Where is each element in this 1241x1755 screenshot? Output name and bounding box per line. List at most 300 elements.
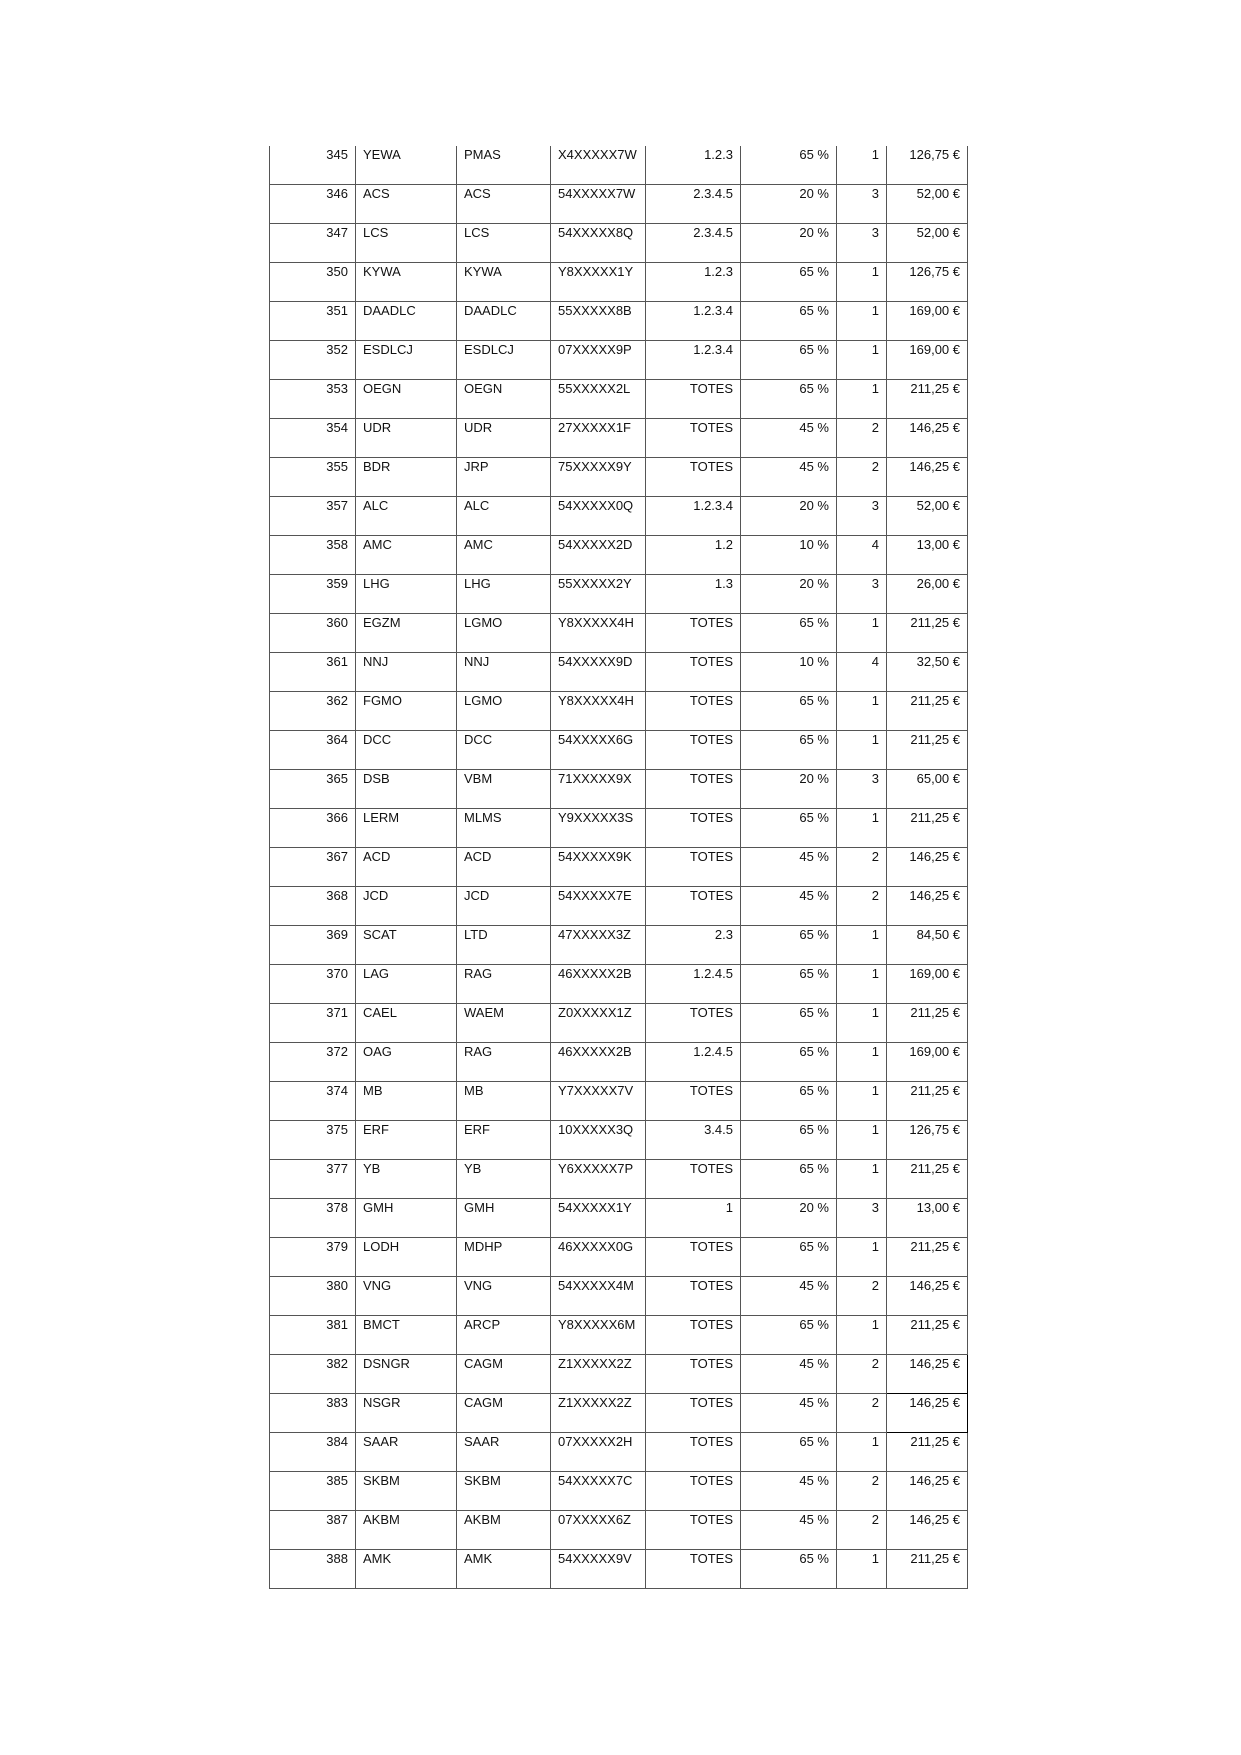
- quantity-cell: 2: [837, 1277, 887, 1316]
- amount-cell: 211,25 €: [887, 380, 968, 419]
- code-cell: 07XXXXX9P: [551, 341, 646, 380]
- row-number-cell: 362: [270, 692, 356, 731]
- code-cell: 27XXXXX1F: [551, 419, 646, 458]
- section-cell: TOTES: [646, 1277, 741, 1316]
- group-cell: AMC: [457, 536, 551, 575]
- table-row: [270, 185, 968, 224]
- group-cell: RAG: [457, 965, 551, 1004]
- amount-cell: 146,25 €: [887, 848, 968, 887]
- row-number-cell: 380: [270, 1277, 356, 1316]
- amount-cell: 169,00 €: [887, 341, 968, 380]
- code-cell: 55XXXXX2L: [551, 380, 646, 419]
- percent-cell: 45 %: [741, 1472, 837, 1511]
- section-cell: 3.4.5: [646, 1121, 741, 1160]
- name-cell: JCD: [356, 887, 457, 926]
- name-cell: BDR: [356, 458, 457, 497]
- document-table-region: [269, 146, 968, 1589]
- group-cell: LHG: [457, 575, 551, 614]
- code-cell: 71XXXXX9X: [551, 770, 646, 809]
- row-number-cell: 370: [270, 965, 356, 1004]
- row-number-cell: 351: [270, 302, 356, 341]
- section-cell: TOTES: [646, 1472, 741, 1511]
- percent-cell: 65 %: [741, 614, 837, 653]
- group-cell: SKBM: [457, 1472, 551, 1511]
- table-row: [270, 1043, 968, 1082]
- section-cell: TOTES: [646, 380, 741, 419]
- name-cell: GMH: [356, 1199, 457, 1238]
- section-cell: TOTES: [646, 1004, 741, 1043]
- quantity-cell: 2: [837, 419, 887, 458]
- name-cell: NSGR: [356, 1394, 457, 1433]
- quantity-cell: 1: [837, 1160, 887, 1199]
- name-cell: AMC: [356, 536, 457, 575]
- code-cell: 54XXXXX9D: [551, 653, 646, 692]
- row-number-cell: 375: [270, 1121, 356, 1160]
- quantity-cell: 2: [837, 887, 887, 926]
- amount-cell: 211,25 €: [887, 614, 968, 653]
- group-cell: MLMS: [457, 809, 551, 848]
- amount-cell: 146,25 €: [887, 458, 968, 497]
- table-row: [270, 536, 968, 575]
- percent-cell: 65 %: [741, 1433, 837, 1472]
- name-cell: FGMO: [356, 692, 457, 731]
- percent-cell: 65 %: [741, 692, 837, 731]
- percent-cell: 65 %: [741, 965, 837, 1004]
- name-cell: BMCT: [356, 1316, 457, 1355]
- amount-cell: 52,00 €: [887, 185, 968, 224]
- row-number-cell: 378: [270, 1199, 356, 1238]
- code-cell: 54XXXXX1Y: [551, 1199, 646, 1238]
- row-number-cell: 388: [270, 1550, 356, 1589]
- section-cell: TOTES: [646, 1160, 741, 1199]
- percent-cell: 20 %: [741, 1199, 837, 1238]
- table-row: [270, 731, 968, 770]
- quantity-cell: 3: [837, 185, 887, 224]
- section-cell: TOTES: [646, 848, 741, 887]
- code-cell: 55XXXXX8B: [551, 302, 646, 341]
- table-row: [270, 341, 968, 380]
- table-row: [270, 1355, 968, 1394]
- group-cell: LTD: [457, 926, 551, 965]
- group-cell: JRP: [457, 458, 551, 497]
- amount-cell: 146,25 €: [887, 1394, 968, 1433]
- row-number-cell: 360: [270, 614, 356, 653]
- table-row: [270, 1316, 968, 1355]
- amount-cell: 169,00 €: [887, 302, 968, 341]
- percent-cell: 65 %: [741, 1004, 837, 1043]
- name-cell: ALC: [356, 497, 457, 536]
- section-cell: TOTES: [646, 809, 741, 848]
- quantity-cell: 1: [837, 1238, 887, 1277]
- table-row: [270, 1160, 968, 1199]
- group-cell: LGMO: [457, 614, 551, 653]
- amount-cell: 211,25 €: [887, 731, 968, 770]
- group-cell: MDHP: [457, 1238, 551, 1277]
- percent-cell: 20 %: [741, 224, 837, 263]
- quantity-cell: 1: [837, 926, 887, 965]
- amount-cell: 126,75 €: [887, 263, 968, 302]
- code-cell: 54XXXXX4M: [551, 1277, 646, 1316]
- row-number-cell: 347: [270, 224, 356, 263]
- amount-cell: 211,25 €: [887, 692, 968, 731]
- row-number-cell: 372: [270, 1043, 356, 1082]
- row-number-cell: 358: [270, 536, 356, 575]
- name-cell: NNJ: [356, 653, 457, 692]
- row-number-cell: 384: [270, 1433, 356, 1472]
- row-number-cell: 364: [270, 731, 356, 770]
- section-cell: TOTES: [646, 458, 741, 497]
- group-cell: WAEM: [457, 1004, 551, 1043]
- name-cell: DSNGR: [356, 1355, 457, 1394]
- row-number-cell: 385: [270, 1472, 356, 1511]
- row-number-cell: 366: [270, 809, 356, 848]
- group-cell: VNG: [457, 1277, 551, 1316]
- section-cell: 1.2.3.4: [646, 302, 741, 341]
- section-cell: 1.2.4.5: [646, 965, 741, 1004]
- name-cell: CAEL: [356, 1004, 457, 1043]
- code-cell: Z0XXXXX1Z: [551, 1004, 646, 1043]
- amount-cell: 52,00 €: [887, 497, 968, 536]
- name-cell: LODH: [356, 1238, 457, 1277]
- group-cell: KYWA: [457, 263, 551, 302]
- quantity-cell: 3: [837, 1199, 887, 1238]
- group-cell: OEGN: [457, 380, 551, 419]
- quantity-cell: 2: [837, 848, 887, 887]
- code-cell: 07XXXXX2H: [551, 1433, 646, 1472]
- percent-cell: 45 %: [741, 419, 837, 458]
- code-cell: 54XXXXX9K: [551, 848, 646, 887]
- amount-cell: 211,25 €: [887, 1082, 968, 1121]
- section-cell: TOTES: [646, 1394, 741, 1433]
- group-cell: ARCP: [457, 1316, 551, 1355]
- amount-cell: 211,25 €: [887, 1316, 968, 1355]
- table-row: [270, 1199, 968, 1238]
- section-cell: TOTES: [646, 1511, 741, 1550]
- percent-cell: 45 %: [741, 1355, 837, 1394]
- code-cell: 10XXXXX3Q: [551, 1121, 646, 1160]
- group-cell: CAGM: [457, 1355, 551, 1394]
- table-row: [270, 575, 968, 614]
- group-cell: ERF: [457, 1121, 551, 1160]
- row-number-cell: 368: [270, 887, 356, 926]
- percent-cell: 65 %: [741, 1121, 837, 1160]
- code-cell: 47XXXXX3Z: [551, 926, 646, 965]
- section-cell: TOTES: [646, 1238, 741, 1277]
- table-row: [270, 1004, 968, 1043]
- percent-cell: 45 %: [741, 1394, 837, 1433]
- quantity-cell: 3: [837, 770, 887, 809]
- section-cell: TOTES: [646, 770, 741, 809]
- table-row: [270, 1511, 968, 1550]
- amount-cell: 26,00 €: [887, 575, 968, 614]
- name-cell: ESDLCJ: [356, 341, 457, 380]
- group-cell: AKBM: [457, 1511, 551, 1550]
- row-number-cell: 359: [270, 575, 356, 614]
- code-cell: 46XXXXX2B: [551, 1043, 646, 1082]
- section-cell: TOTES: [646, 419, 741, 458]
- group-cell: MB: [457, 1082, 551, 1121]
- row-number-cell: 357: [270, 497, 356, 536]
- quantity-cell: 1: [837, 965, 887, 1004]
- name-cell: AKBM: [356, 1511, 457, 1550]
- percent-cell: 45 %: [741, 1277, 837, 1316]
- name-cell: OEGN: [356, 380, 457, 419]
- section-cell: TOTES: [646, 887, 741, 926]
- code-cell: 75XXXXX9Y: [551, 458, 646, 497]
- code-cell: 54XXXXX6G: [551, 731, 646, 770]
- code-cell: 07XXXXX6Z: [551, 1511, 646, 1550]
- quantity-cell: 1: [837, 1121, 887, 1160]
- quantity-cell: 1: [837, 1550, 887, 1589]
- amount-cell: 13,00 €: [887, 1199, 968, 1238]
- name-cell: EGZM: [356, 614, 457, 653]
- percent-cell: 65 %: [741, 146, 837, 185]
- section-cell: 1.2.3.4: [646, 341, 741, 380]
- section-cell: TOTES: [646, 1316, 741, 1355]
- table-row: [270, 224, 968, 263]
- amount-cell: 146,25 €: [887, 1511, 968, 1550]
- group-cell: NNJ: [457, 653, 551, 692]
- amount-cell: 211,25 €: [887, 809, 968, 848]
- percent-cell: 20 %: [741, 497, 837, 536]
- row-number-cell: 365: [270, 770, 356, 809]
- percent-cell: 45 %: [741, 458, 837, 497]
- quantity-cell: 4: [837, 653, 887, 692]
- amount-cell: 211,25 €: [887, 1160, 968, 1199]
- name-cell: SKBM: [356, 1472, 457, 1511]
- name-cell: MB: [356, 1082, 457, 1121]
- row-number-cell: 353: [270, 380, 356, 419]
- amount-cell: 13,00 €: [887, 536, 968, 575]
- group-cell: ACS: [457, 185, 551, 224]
- code-cell: Y8XXXXX6M: [551, 1316, 646, 1355]
- row-number-cell: 377: [270, 1160, 356, 1199]
- table-row: [270, 770, 968, 809]
- section-cell: 1.2.3: [646, 146, 741, 185]
- row-number-cell: 355: [270, 458, 356, 497]
- code-cell: Z1XXXXX2Z: [551, 1355, 646, 1394]
- group-cell: DAADLC: [457, 302, 551, 341]
- percent-cell: 10 %: [741, 653, 837, 692]
- group-cell: YB: [457, 1160, 551, 1199]
- code-cell: Y6XXXXX7P: [551, 1160, 646, 1199]
- code-cell: 54XXXXX7W: [551, 185, 646, 224]
- amount-cell: 211,25 €: [887, 1004, 968, 1043]
- amount-cell: 65,00 €: [887, 770, 968, 809]
- row-number-cell: 346: [270, 185, 356, 224]
- section-cell: TOTES: [646, 731, 741, 770]
- table-row: [270, 692, 968, 731]
- name-cell: LERM: [356, 809, 457, 848]
- code-cell: 54XXXXX2D: [551, 536, 646, 575]
- group-cell: SAAR: [457, 1433, 551, 1472]
- table-row: [270, 809, 968, 848]
- section-cell: TOTES: [646, 1433, 741, 1472]
- amount-cell: 211,25 €: [887, 1550, 968, 1589]
- table-row: [270, 965, 968, 1004]
- section-cell: 2.3: [646, 926, 741, 965]
- table-row: [270, 1433, 968, 1472]
- percent-cell: 65 %: [741, 731, 837, 770]
- amount-cell: 126,75 €: [887, 1121, 968, 1160]
- section-cell: 1.3: [646, 575, 741, 614]
- code-cell: Z1XXXXX2Z: [551, 1394, 646, 1433]
- code-cell: 54XXXXX7C: [551, 1472, 646, 1511]
- quantity-cell: 1: [837, 146, 887, 185]
- quantity-cell: 1: [837, 341, 887, 380]
- section-cell: TOTES: [646, 1355, 741, 1394]
- percent-cell: 65 %: [741, 1082, 837, 1121]
- code-cell: 54XXXXX7E: [551, 887, 646, 926]
- quantity-cell: 1: [837, 731, 887, 770]
- percent-cell: 65 %: [741, 1238, 837, 1277]
- group-cell: GMH: [457, 1199, 551, 1238]
- quantity-cell: 3: [837, 497, 887, 536]
- table-row: [270, 887, 968, 926]
- group-cell: ALC: [457, 497, 551, 536]
- percent-cell: 65 %: [741, 809, 837, 848]
- quantity-cell: 2: [837, 1472, 887, 1511]
- group-cell: RAG: [457, 1043, 551, 1082]
- section-cell: 1.2.3: [646, 263, 741, 302]
- name-cell: DCC: [356, 731, 457, 770]
- row-number-cell: 383: [270, 1394, 356, 1433]
- name-cell: YB: [356, 1160, 457, 1199]
- group-cell: VBM: [457, 770, 551, 809]
- code-cell: Y8XXXXX1Y: [551, 263, 646, 302]
- group-cell: ESDLCJ: [457, 341, 551, 380]
- group-cell: LGMO: [457, 692, 551, 731]
- table-row: [270, 1082, 968, 1121]
- name-cell: DAADLC: [356, 302, 457, 341]
- group-cell: AMK: [457, 1550, 551, 1589]
- name-cell: LHG: [356, 575, 457, 614]
- name-cell: LAG: [356, 965, 457, 1004]
- row-number-cell: 352: [270, 341, 356, 380]
- table-row: [270, 497, 968, 536]
- table-row: [270, 1394, 968, 1433]
- row-number-cell: 345: [270, 146, 356, 185]
- quantity-cell: 3: [837, 575, 887, 614]
- amount-cell: 146,25 €: [887, 1472, 968, 1511]
- table-row: [270, 614, 968, 653]
- amount-cell: 146,25 €: [887, 887, 968, 926]
- section-cell: TOTES: [646, 653, 741, 692]
- row-number-cell: 379: [270, 1238, 356, 1277]
- quantity-cell: 1: [837, 1316, 887, 1355]
- percent-cell: 65 %: [741, 341, 837, 380]
- percent-cell: 65 %: [741, 302, 837, 341]
- quantity-cell: 1: [837, 380, 887, 419]
- code-cell: 54XXXXX8Q: [551, 224, 646, 263]
- code-cell: 55XXXXX2Y: [551, 575, 646, 614]
- row-number-cell: 367: [270, 848, 356, 887]
- amount-cell: 126,75 €: [887, 146, 968, 185]
- name-cell: SAAR: [356, 1433, 457, 1472]
- percent-cell: 45 %: [741, 887, 837, 926]
- section-cell: 1.2.3.4: [646, 497, 741, 536]
- group-cell: LCS: [457, 224, 551, 263]
- code-cell: Y9XXXXX3S: [551, 809, 646, 848]
- amount-cell: 169,00 €: [887, 965, 968, 1004]
- quantity-cell: 4: [837, 536, 887, 575]
- quantity-cell: 1: [837, 263, 887, 302]
- name-cell: AMK: [356, 1550, 457, 1589]
- quantity-cell: 2: [837, 1355, 887, 1394]
- quantity-cell: 1: [837, 1004, 887, 1043]
- section-cell: TOTES: [646, 692, 741, 731]
- section-cell: TOTES: [646, 614, 741, 653]
- quantity-cell: 1: [837, 1043, 887, 1082]
- table-row: [270, 380, 968, 419]
- table-row: [270, 146, 968, 185]
- quantity-cell: 1: [837, 614, 887, 653]
- code-cell: 54XXXXX0Q: [551, 497, 646, 536]
- name-cell: ACD: [356, 848, 457, 887]
- code-cell: 46XXXXX2B: [551, 965, 646, 1004]
- percent-cell: 20 %: [741, 770, 837, 809]
- quantity-cell: 2: [837, 1394, 887, 1433]
- percent-cell: 65 %: [741, 1550, 837, 1589]
- name-cell: LCS: [356, 224, 457, 263]
- quantity-cell: 2: [837, 1511, 887, 1550]
- amount-cell: 211,25 €: [887, 1238, 968, 1277]
- table-row: [270, 458, 968, 497]
- amount-cell: 52,00 €: [887, 224, 968, 263]
- section-cell: TOTES: [646, 1550, 741, 1589]
- section-cell: 2.3.4.5: [646, 224, 741, 263]
- row-number-cell: 381: [270, 1316, 356, 1355]
- group-cell: PMAS: [457, 146, 551, 185]
- table-row: [270, 419, 968, 458]
- group-cell: CAGM: [457, 1394, 551, 1433]
- table-row: [270, 1472, 968, 1511]
- name-cell: ACS: [356, 185, 457, 224]
- name-cell: OAG: [356, 1043, 457, 1082]
- name-cell: SCAT: [356, 926, 457, 965]
- row-number-cell: 382: [270, 1355, 356, 1394]
- table-row: [270, 848, 968, 887]
- name-cell: KYWA: [356, 263, 457, 302]
- row-number-cell: 361: [270, 653, 356, 692]
- percent-cell: 65 %: [741, 1316, 837, 1355]
- table-row: [270, 926, 968, 965]
- quantity-cell: 2: [837, 458, 887, 497]
- code-cell: 54XXXXX9V: [551, 1550, 646, 1589]
- row-number-cell: 371: [270, 1004, 356, 1043]
- row-number-cell: 354: [270, 419, 356, 458]
- percent-cell: 45 %: [741, 1511, 837, 1550]
- table-body: [270, 146, 968, 1589]
- code-cell: Y7XXXXX7V: [551, 1082, 646, 1121]
- data-table: [269, 146, 968, 1589]
- percent-cell: 45 %: [741, 848, 837, 887]
- percent-cell: 65 %: [741, 380, 837, 419]
- section-cell: 1.2.4.5: [646, 1043, 741, 1082]
- group-cell: DCC: [457, 731, 551, 770]
- amount-cell: 211,25 €: [887, 1433, 968, 1472]
- section-cell: 2.3.4.5: [646, 185, 741, 224]
- name-cell: ERF: [356, 1121, 457, 1160]
- amount-cell: 169,00 €: [887, 1043, 968, 1082]
- section-cell: 1: [646, 1199, 741, 1238]
- quantity-cell: 1: [837, 809, 887, 848]
- table-row: [270, 302, 968, 341]
- code-cell: X4XXXXX7W: [551, 146, 646, 185]
- group-cell: JCD: [457, 887, 551, 926]
- row-number-cell: 387: [270, 1511, 356, 1550]
- group-cell: ACD: [457, 848, 551, 887]
